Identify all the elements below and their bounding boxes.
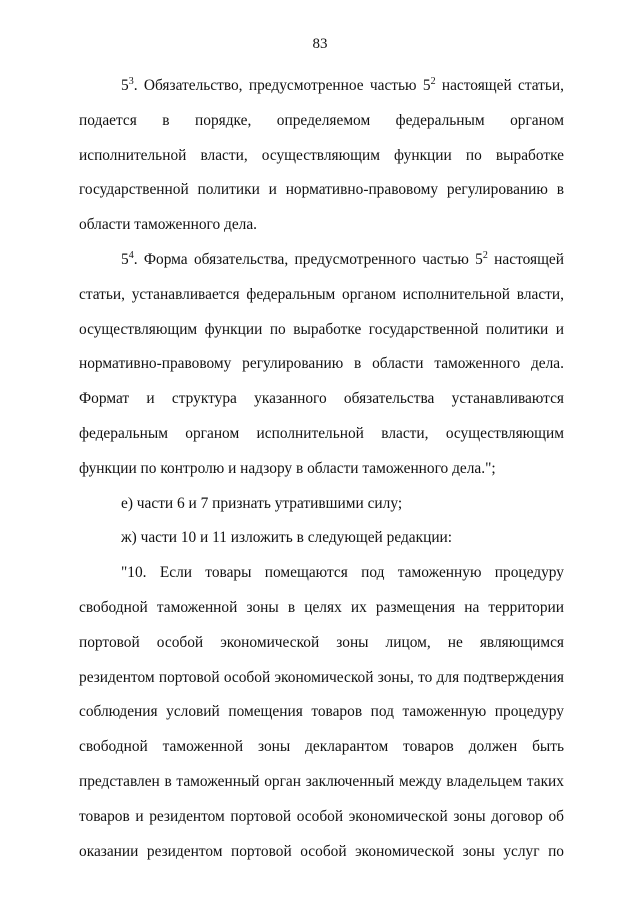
page-number: 83	[312, 36, 328, 52]
paragraph-zh: ж) части 10 и 11 изложить в следующей редакции:	[121, 529, 453, 547]
paragraph-5-3-text-a: . Обязательство, предусмотренное частью 5	[133, 77, 431, 94]
paragraph-5-4-head-superscript: 4	[128, 249, 134, 261]
paragraph-5-3-head-superscript: 3	[128, 76, 134, 87]
paragraph-5-4-text-b: настоящей статьи, устанавливается федеральным органом исполнительной власти, осуществляющим функции по выработке государственной политики и нормативно-правовому регулированию в области таможенного дела. Формат и структура указанного обязательства устанавливаются федеральным органом исполнительной власти, осуществляющим функции по контролю и надзору в области таможенного дела.";	[79, 250, 564, 477]
paragraph-5-4	[79, 243, 564, 487]
paragraph-5-4-text-a: . Форма обязательства, предусмотренного частью 5	[133, 250, 483, 268]
paragraph-5-4-head: 5	[121, 250, 129, 268]
paragraph-e: е) части 6 и 7 признать утратившими силу;	[121, 494, 403, 512]
paragraph-5-3-text-b: настоящей статьи, подается в порядке, определяемом федеральным органом исполнительной власти, осуществляющим функции по выработке государственной политики и нормативно-правовому регулированию в области таможенного дела.	[79, 77, 564, 234]
document-body	[79, 69, 564, 869]
paragraph-5-3-head: 5	[121, 77, 129, 94]
paragraph-10: "10. Если товары помещаются под таможенную процедуру свободной таможенной зоны в целях их размещения на территории портовой особой экономической зоны лицом, не являющимся резидентом портовой особой экономической зоны, то для подтверждения соблюдения условий помещения товаров под таможенную процедуру свободной таможенной зоны декларантом товаров должен быть представлен в таможенный орган заключенный между владельцем таких товаров и резидентом портовой особой экономической зоны договор об оказании резидентом портовой особой экономической зоны услуг по	[79, 564, 564, 860]
paragraph-5-4-text-superscript: 2	[482, 249, 488, 261]
paragraph-5-3	[79, 69, 564, 243]
paragraph-5-3-text-superscript: 2	[430, 76, 436, 87]
